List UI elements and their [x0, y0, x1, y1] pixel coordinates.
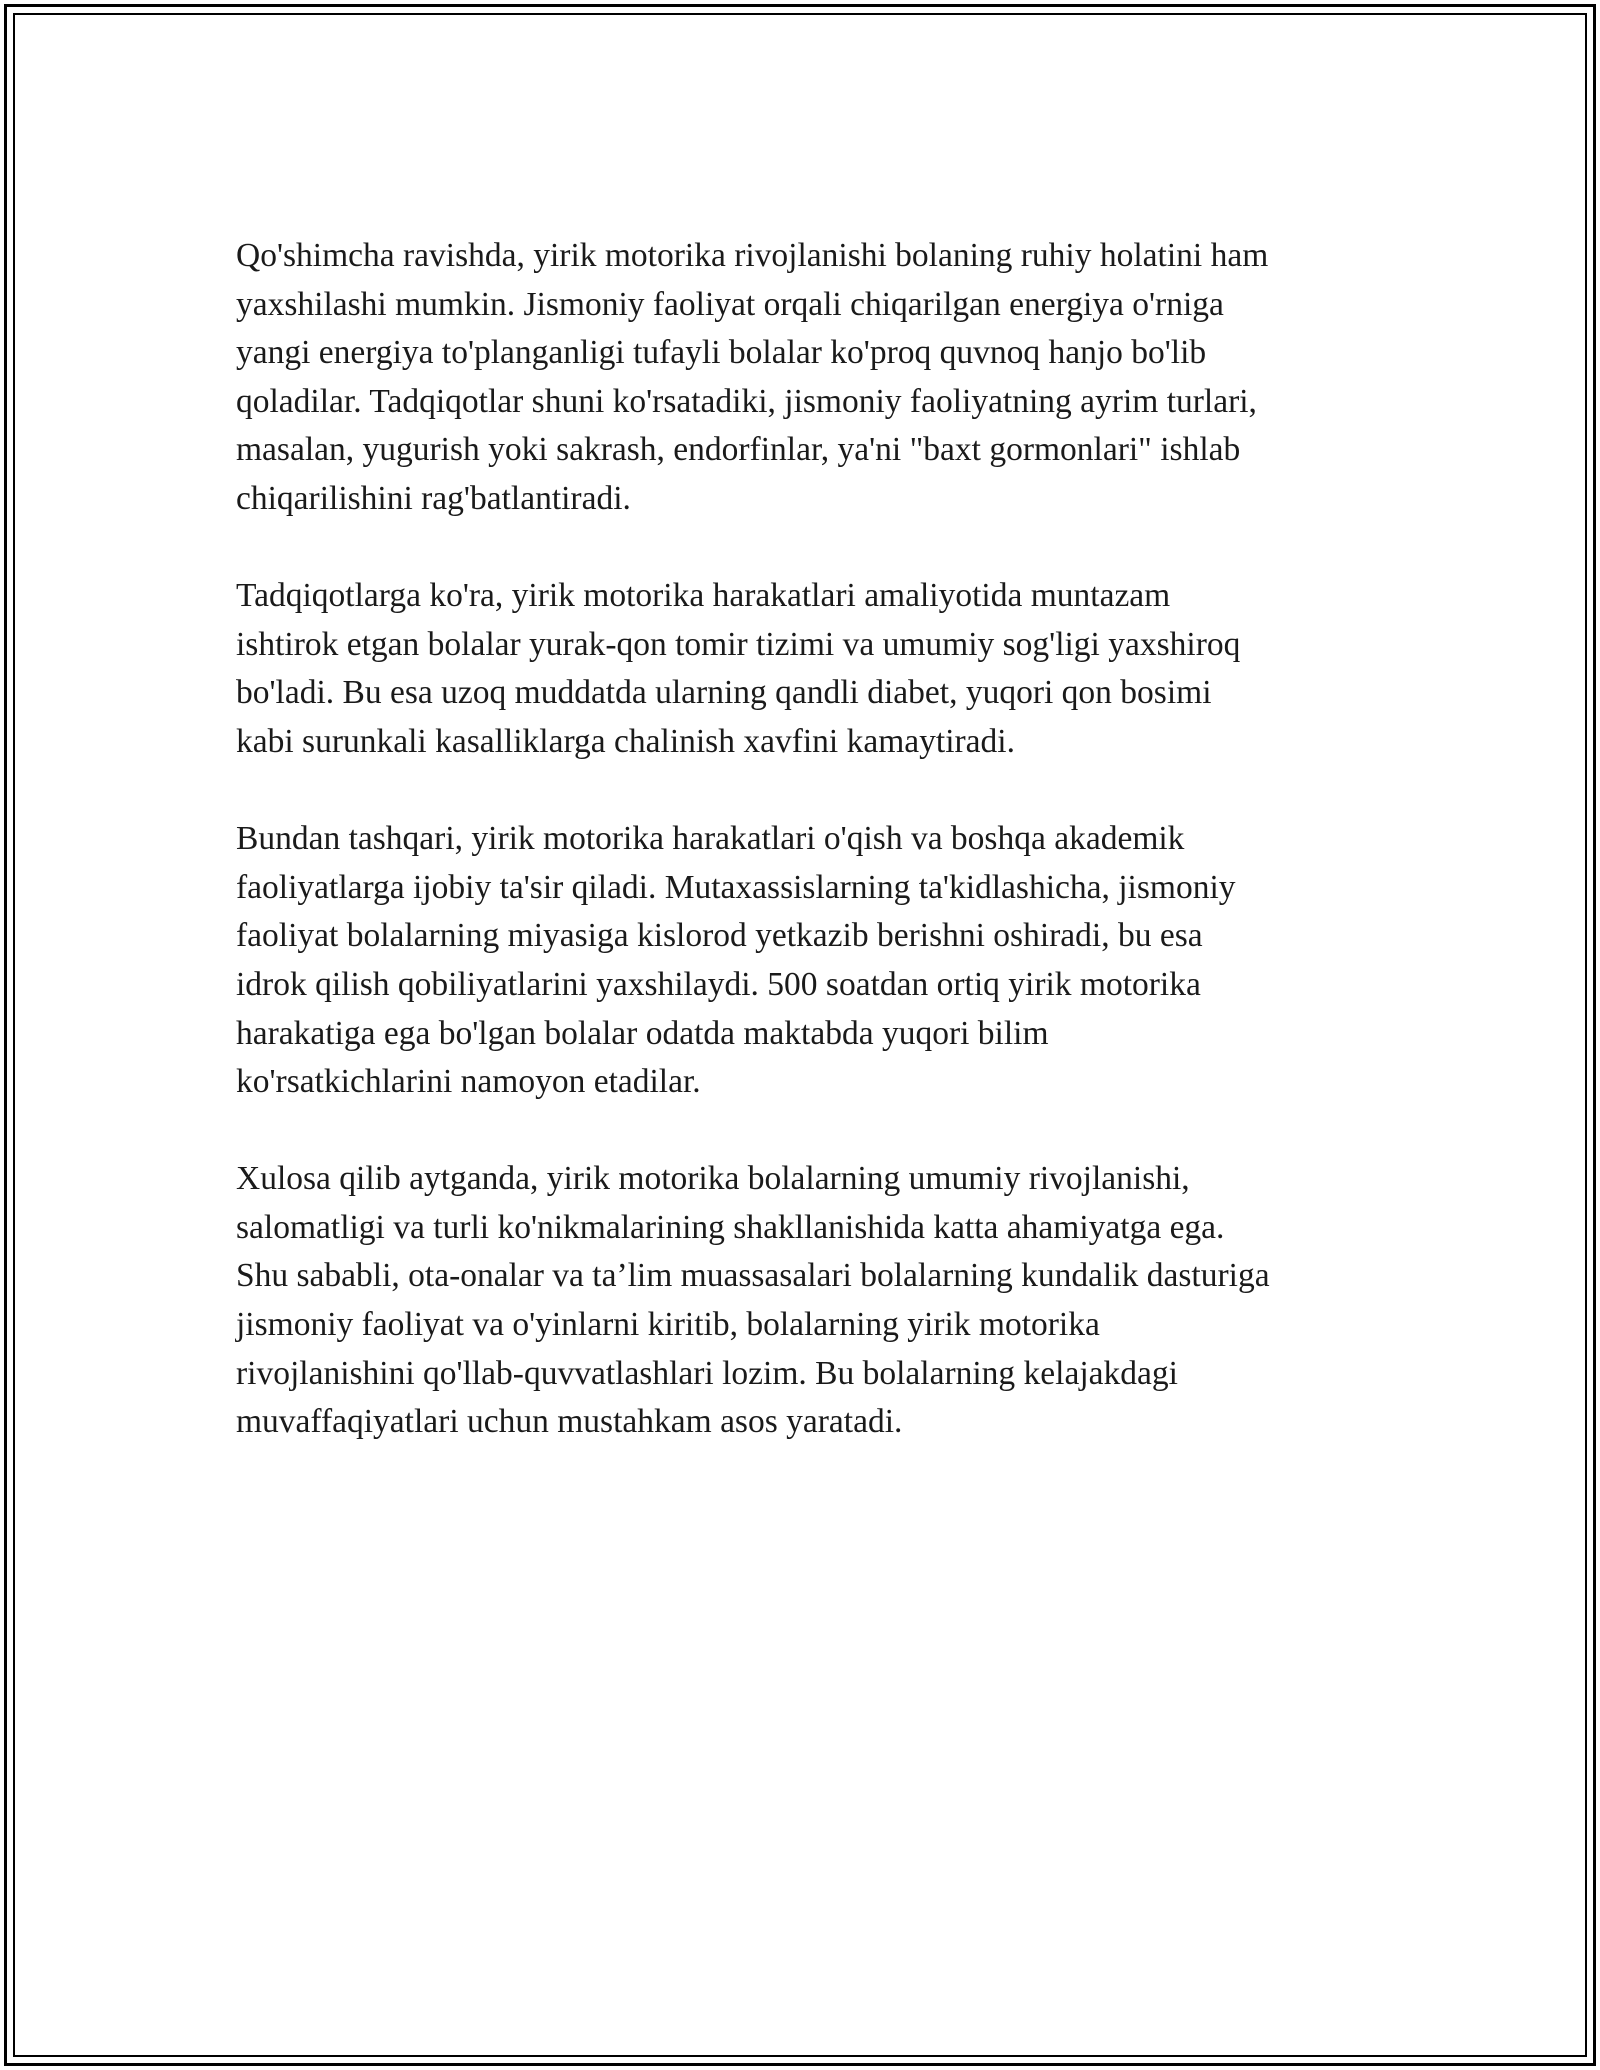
paragraph-2: Tadqiqotlarga ko'ra, yirik motorika harakatlari amaliyotida muntazam ishtirok etgan bolalar yurak-qon tomir tizimi va umumiy sog'ligi yaxshiroq bo'ladi. Bu esa uzoq muddatda ularning qandli diabet, yuqori qon bosimi kabi surunkali kasalliklarga chalinish xavfini kamaytiradi.: [236, 577, 1241, 760]
paragraph-1: Qo'shimcha ravishda, yirik motorika rivojlanishi bolaning ruhiy holatini ham yaxshilashi mumkin. Jismoniy faoliyat orqali chiqarilgan energiya o'rniga yangi energiya to'planganligi tufayli bolalar ko'proq quvnoq hanjo bo'lib qoladilar. Tadqiqotlar shuni ko'rsatadiki, jismoniy faoliyatning ayrim turlari, masalan, yugurish yoki sakrash, endorfinlar, ya'ni "baxt gormonlari" ishlab chiqarilishini rag'batlantiradi.: [236, 237, 1269, 517]
paragraph-3: Bundan tashqari, yirik motorika harakatlari o'qish va boshqa akademik faoliyatlarga ijobiy ta'sir qiladi. Mutaxassislarning ta'kidlashicha, jismoniy faoliyat bolalarning miyasiga kislorod yetkazib berishni oshiradi, bu esa idrok qilish qobiliyatlarini yaxshilaydi. 500 soatdan ortiq yirik motorika harakatiga ega bo'lgan bolalar odatda maktabda yuqori bilim ko'rsatkichlarini namoyon etadilar.: [236, 820, 1236, 1101]
document-body: [236, 232, 1376, 1495]
paragraph-4: Xulosa qilib aytganda, yirik motorika bolalarning umumiy rivojlanishi, salomatligi va turli ko'nikmalarining shakllanishida katta ahamiyatga ega. Shu sababli, ota-onalar va ta’lim muassasalari bolalarning kundalik dasturiga jismoniy faoliyat va o'yinlarni kiritib, bolalarning yirik motorika rivojlanishini qo'llab-quvvatlashlari lozim. Bu bolalarning kelajakdagi muvaffaqiyatlari uchun mustahkam asos yaratadi.: [236, 1160, 1270, 1441]
